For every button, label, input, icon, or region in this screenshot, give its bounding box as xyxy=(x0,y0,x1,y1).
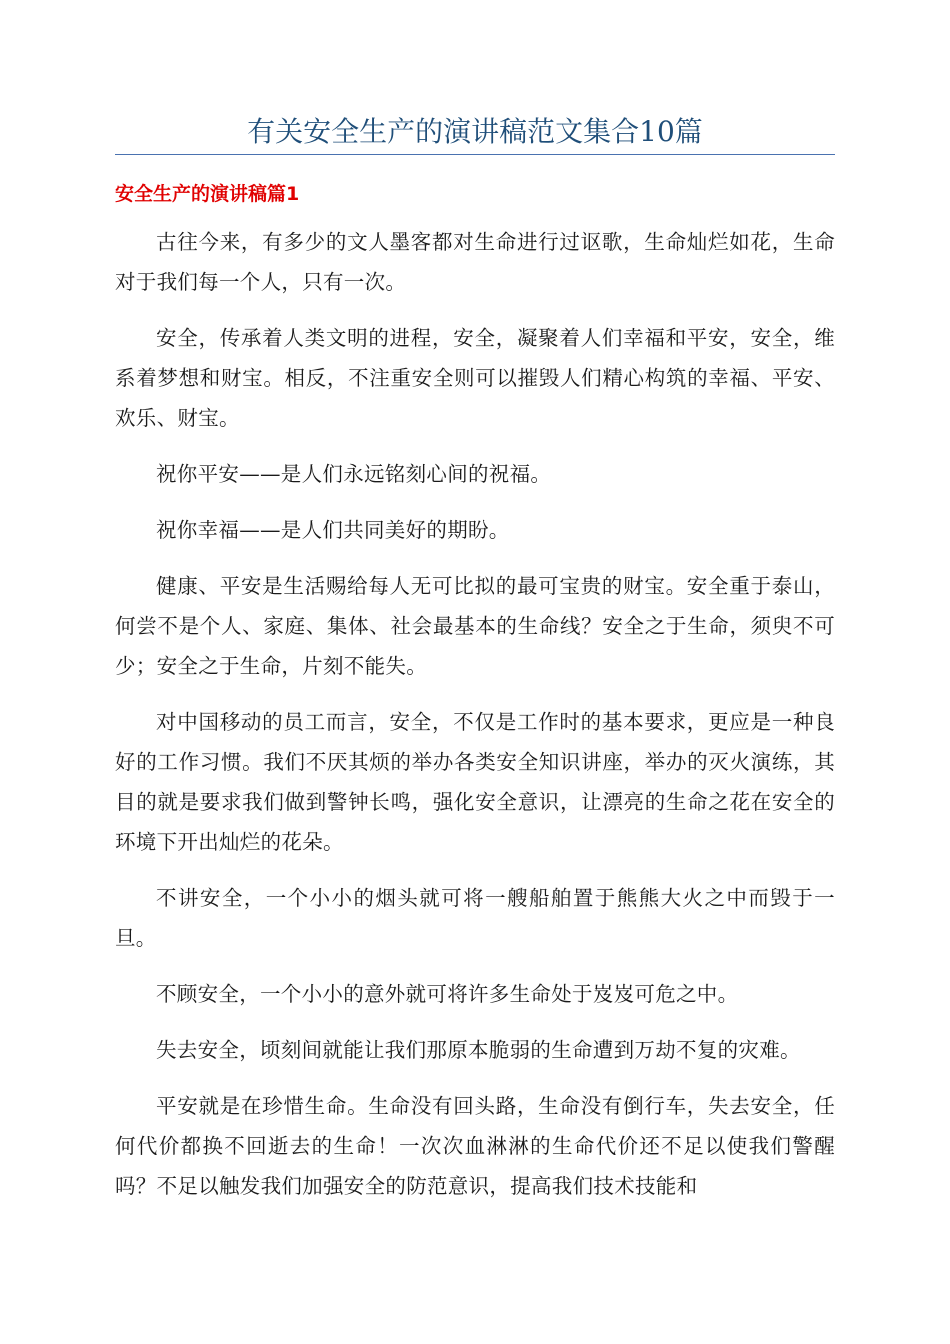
paragraph: 古往今来，有多少的文人墨客都对生命进行过讴歌，生命灿烂如花，生命对于我们每一个人，只有一次。 xyxy=(115,230,835,294)
section-heading: 安全生产的演讲稿篇1 xyxy=(115,183,300,205)
paragraph: 健康、平安是生活赐给每人无可比拟的最可宝贵的财宝。安全重于泰山，何尝不是个人、家庭、集体、社会最基本的生命线？安全之于生命，须臾不可少；安全之于生命，片刻不能失。 xyxy=(115,574,835,678)
paragraph: 不讲安全，一个小小的烟头就可将一艘船舶置于熊熊大火之中而毁于一旦。 xyxy=(115,886,835,950)
document-body xyxy=(115,222,835,1222)
document-title: 有关安全生产的演讲稿范文集合10篇 xyxy=(247,115,703,148)
paragraph: 失去安全，顷刻间就能让我们那原本脆弱的生命遭到万劫不复的灾难。 xyxy=(156,1038,801,1062)
paragraph: 对中国移动的员工而言，安全，不仅是工作时的基本要求，更应是一种良好的工作习惯。我们不厌其烦的举办各类安全知识讲座，举办的灭火演练，其目的就是要求我们做到警钟长鸣，强化安全意识，让漂亮的生命之花在安全的环境下开出灿烂的花朵。 xyxy=(115,710,835,854)
title-underline xyxy=(115,154,835,155)
paragraph: 祝你平安——是人们永远铭刻心间的祝福。 xyxy=(156,462,552,486)
paragraph: 祝你幸福——是人们共同美好的期盼。 xyxy=(156,518,510,542)
paragraph: 不顾安全，一个小小的意外就可将许多生命处于岌岌可危之中。 xyxy=(156,982,739,1006)
paragraph: 平安就是在珍惜生命。生命没有回头路，生命没有倒行车，失去安全，任何代价都换不回逝去的生命！一次次血淋淋的生命代价还不足以使我们警醒吗？不足以触发我们加强安全的防范意识，提高我们技术技能和 xyxy=(115,1094,835,1198)
paragraph: 安全，传承着人类文明的进程，安全，凝聚着人们幸福和平安，安全，维系着梦想和财宝。相反，不注重安全则可以摧毁人们精心构筑的幸福、平安、欢乐、财宝。 xyxy=(115,326,835,430)
